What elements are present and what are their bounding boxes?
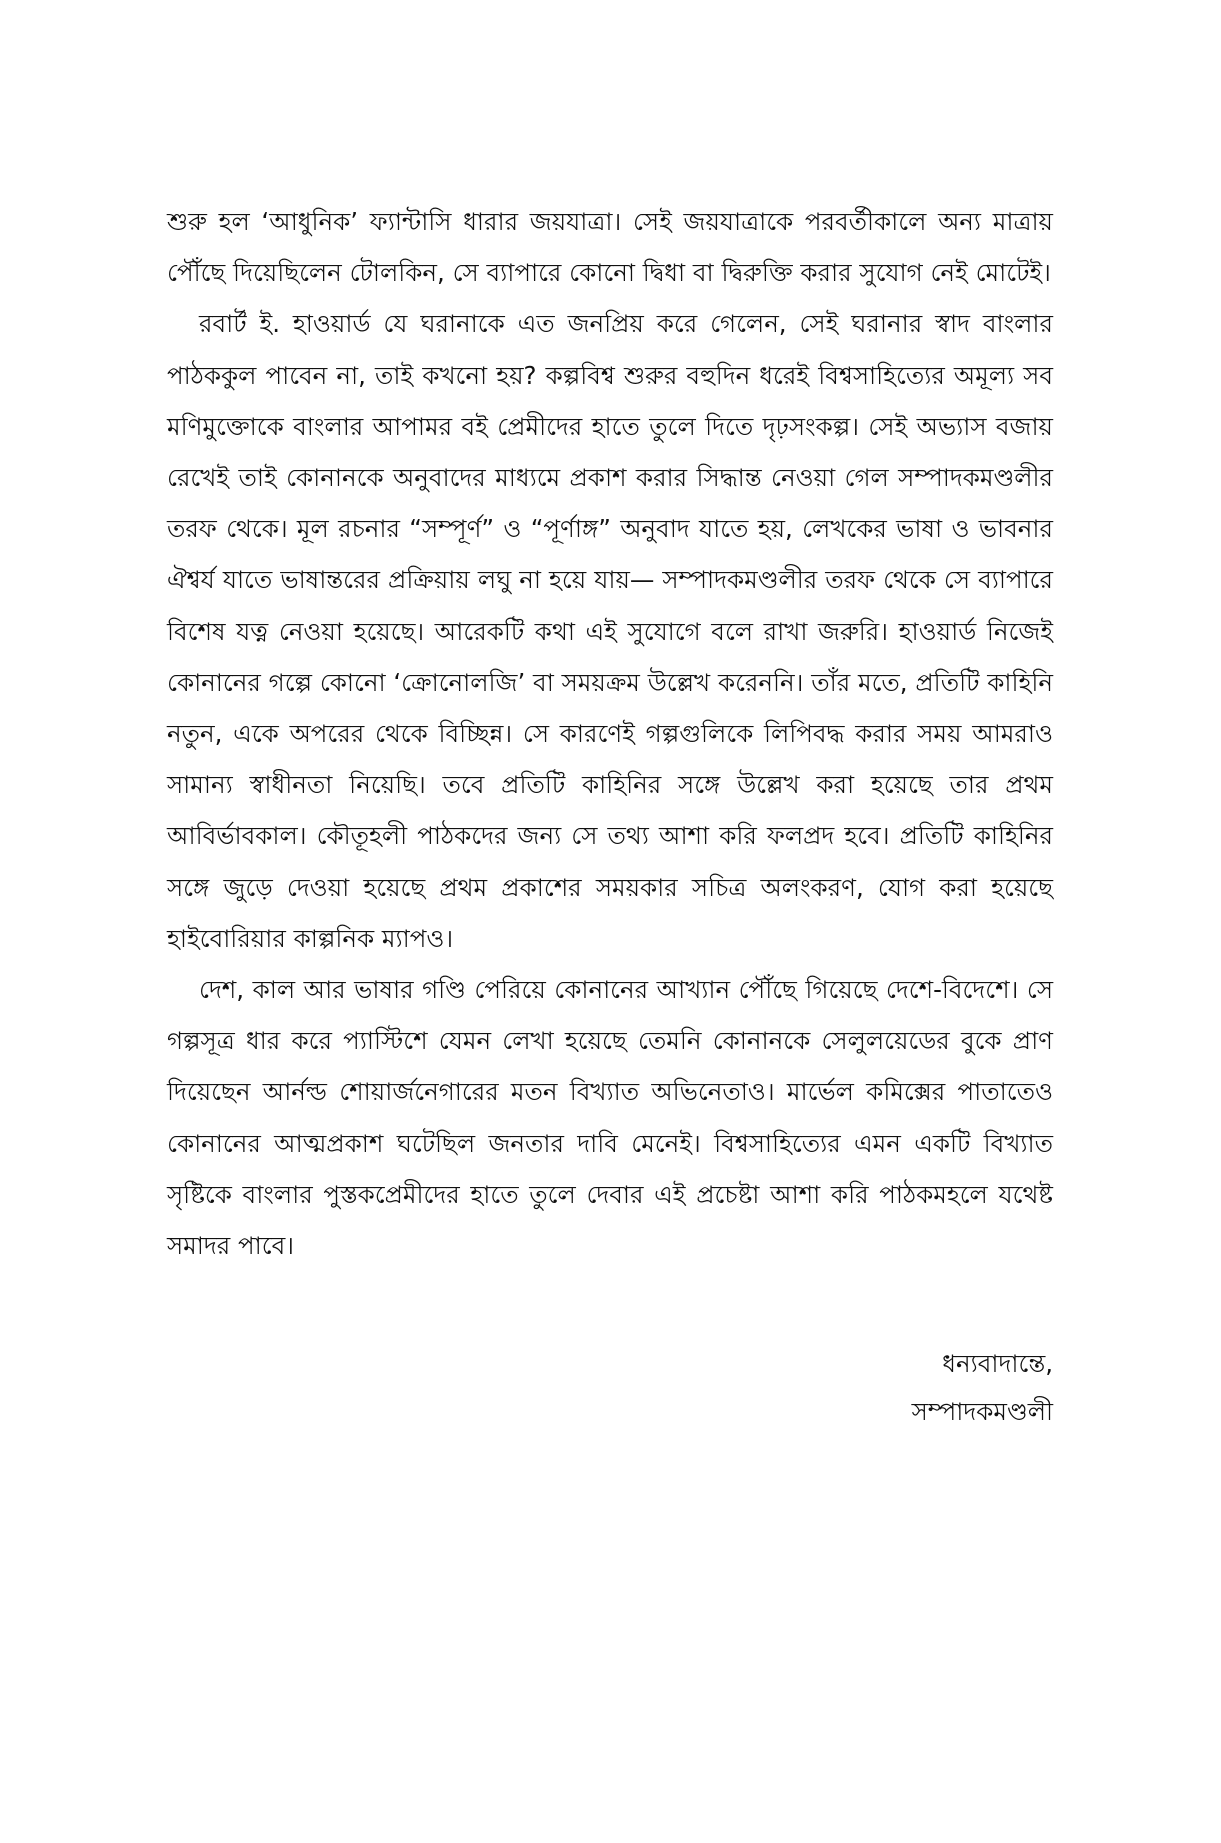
paragraph-conan-worldwide: দেশ, কাল আর ভাষার গণ্ডি পেরিয়ে কোনানের আখ্যান পৌঁছে গিয়েছে দেশে-বিদেশে। সে গল্পসূত্র ধার করে প্যাস্টিশে যেমন লেখা হয়েছে তেমনি কোনানকে সেলুলয়েডের বুকে প্রাণ দিয়েছেন আর্নল্ড শোয়ার্জনেগারের মতন বিখ্যাত অভিনেতাও। মার্ভেল কমিক্সের পাতাতেও কোনানের আত্মপ্রকাশ ঘটেছিল জনতার দাবি মেনেই। বিশ্বসাহিত্যের এমন একটি বিখ্যাত সৃষ্টিকে বাংলার পুস্তকপ্রেমীদের হাতে তুলে দেবার এই প্রচেষ্টা আশা করি পাঠকমহলে যথেষ্ট সমাদর পাবে। [167,975,1054,1261]
closing-text: ধন্যবাদান্তে, [942,1349,1053,1378]
signoff [912,1340,1053,1436]
body-text [167,196,1053,1271]
signature-text: সম্পাদকমণ্ডলী [911,1397,1053,1426]
paragraph-translation-decision: রবার্ট ই. হাওয়ার্ড যে ঘরানাকে এত জনপ্রিয় করে গেলেন, সেই ঘরানার স্বাদ বাংলার পাঠককুল পাবেন না, তাই কখনো হয়? কল্পবিশ্ব শুরুর বহুদিন ধরেই বিশ্বসাহিত্যের অমূল্য সব মণিমুক্তোকে বাংলার আপামর বই প্রেমীদের হাতে তুলে দিতে দৃঢ়সংকল্প। সেই অভ্যাস বজায় রেখেই তাই কোনানকে অনুবাদের মাধ্যমে প্রকাশ করার সিদ্ধান্ত নেওয়া গেল সম্পাদকমণ্ডলীর তরফ থেকে। মূল রচনার “সম্পূর্ণ” ও “পূর্ণাঙ্গ” অনুবাদ যাতে হয়, লেখকের ভাষা ও ভাবনার ঐশ্বর্য যাতে ভাষান্তরের প্রক্রিয়ায় লঘু না হয়ে যায়— সম্পাদকমণ্ডলীর তরফ থেকে সে ব্যাপারে বিশেষ যত্ন নেওয়া হয়েছে। আরেকটি কথা এই সুযোগে বলে রাখা জরুরি। হাওয়ার্ড নিজেই কোনানের গল্পে কোনো ‘ক্রোনোলজি’ বা সময়ক্রম উল্লেখ করেননি। তাঁর মতে, প্রতিটি কাহিনি নতুন, একে অপরের থেকে বিচ্ছিন্ন। সে কারণেই গল্পগুলিকে লিপিবদ্ধ করার সময় আমরাও সামান্য স্বাধীনতা নিয়েছি। তবে প্রতিটি কাহিনির সঙ্গে উল্লেখ করা হয়েছে তার প্রথম আবির্ভাবকাল। কৌতূহলী পাঠকদের জন্য সে তথ্য আশা করি ফলপ্রদ হবে। প্রতিটি কাহিনির সঙ্গে জুড়ে দেওয়া হয়েছে প্রথম প্রকাশের সময়কার সচিত্র অলংকরণ, যোগ করা হয়েছে হাইবোরিয়ার কাল্পনিক ম্যাপও। [167,309,1053,953]
paragraph-continuation: শুরু হল ‘আধুনিক’ ফ্যান্টাসি ধারার জয়যাত্রা। সেই জয়যাত্রাকে পরবর্তীকালে অন্য মাত্রায় পৌঁছে দিয়েছিলেন টোলকিন, সে ব্যাপারে কোনো দ্বিধা বা দ্বিরুক্তি করার সুযোগ নেই মোটেই। [167,207,1053,288]
